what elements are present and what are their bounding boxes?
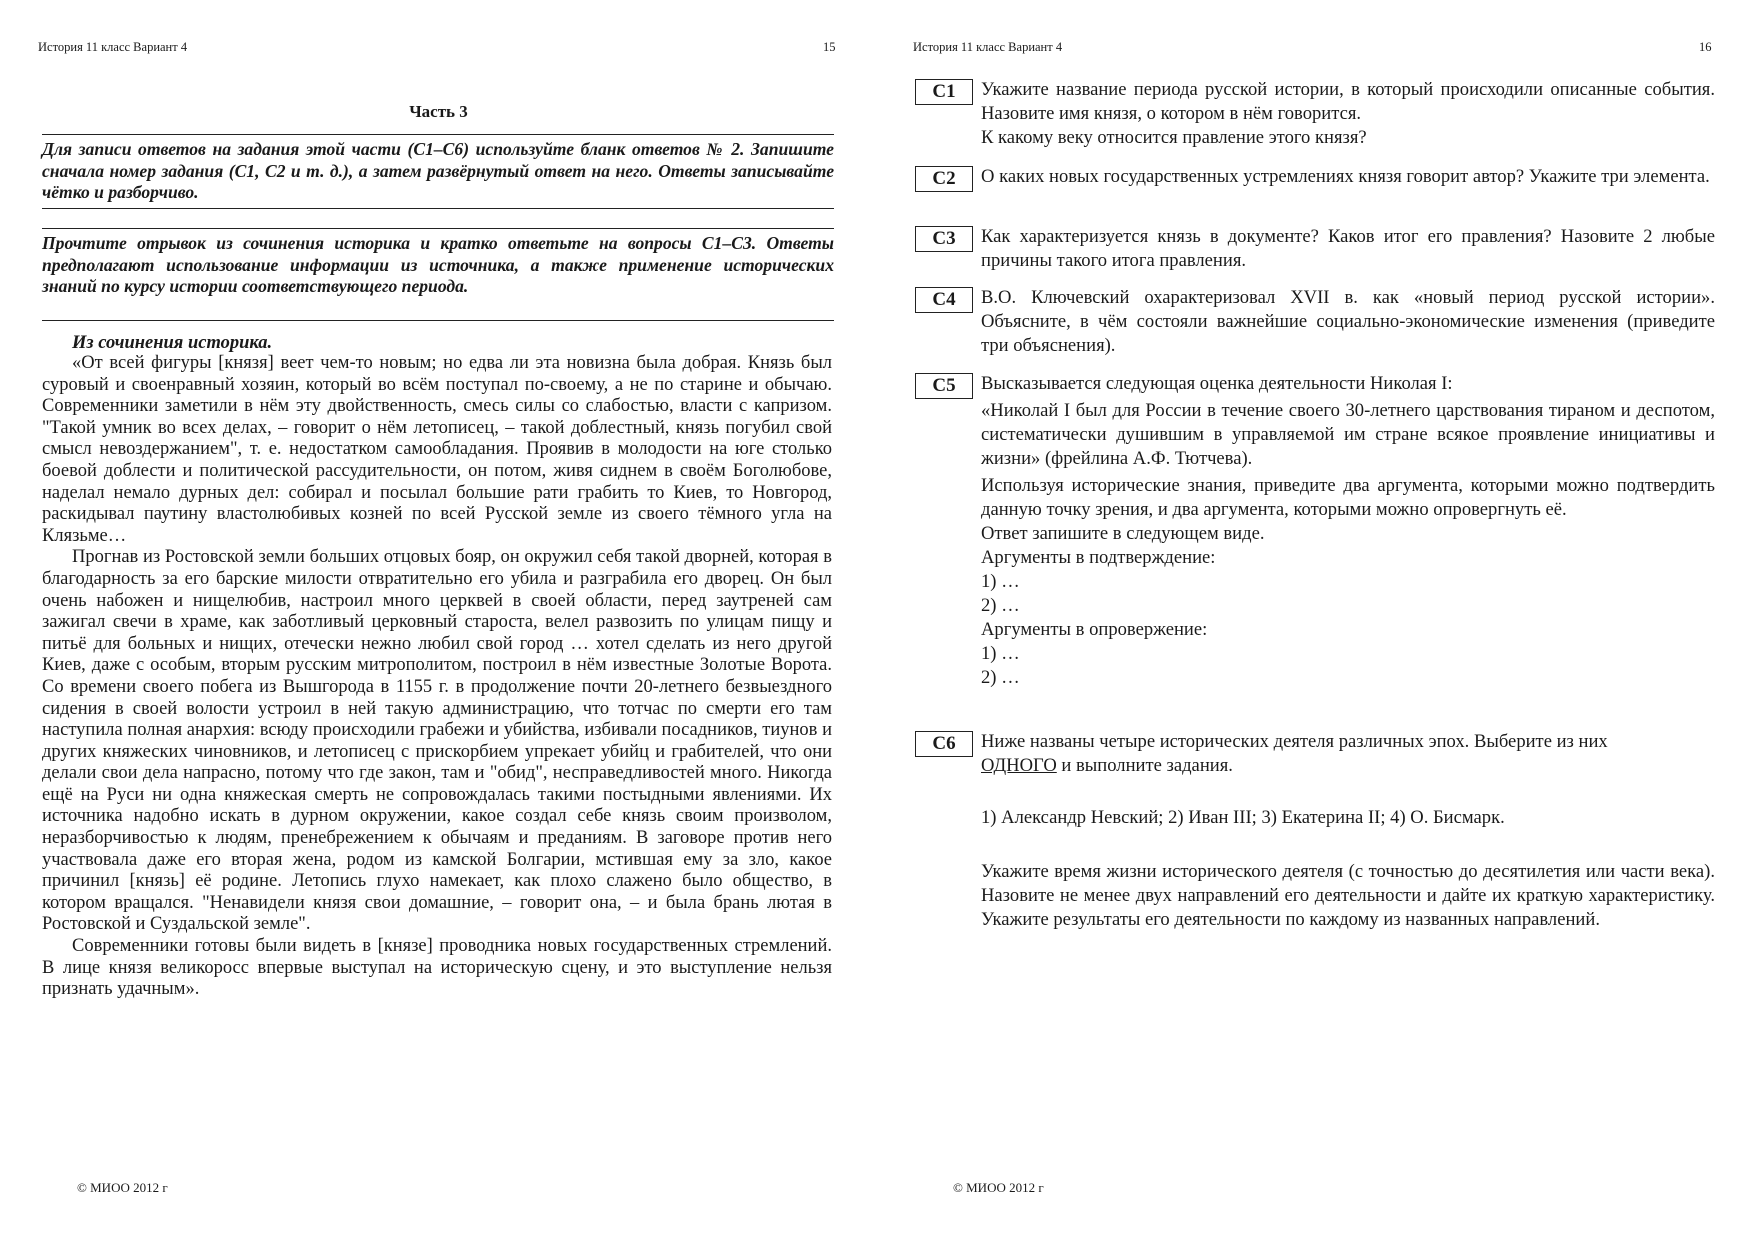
header-title: История 11 класс Вариант 4	[38, 40, 188, 54]
divider	[42, 228, 834, 229]
question-label: С3	[915, 226, 973, 252]
divider	[42, 134, 834, 135]
question-task: Укажите время жизни исторического деятеля (с точностью до десятилетия или части века). Назовите не менее двух направлений его деятельности и дайте их краткую характеристику. Укажите результаты его деятельности по каждому из названных направлений.	[981, 861, 1715, 930]
paragraph: Современники готовы были видеть в [князе] проводника новых государственных стремлений. В лице князя великоросс впервые выступал на историческую сцену, и это выступление нельзя признать удачным».	[42, 936, 832, 1000]
question-text: Как характеризуется князь в документе? Каков итог его правления? Назовите 2 любые причины такого итога правления.	[981, 226, 1715, 271]
question-label: С2	[915, 166, 973, 192]
divider	[42, 320, 834, 321]
page-number: 16	[1699, 40, 1712, 54]
page-number: 15	[823, 40, 836, 54]
divider	[42, 208, 834, 209]
footer-copyright: © МИОО 2012 г	[77, 1180, 168, 1195]
question-label: С1	[915, 79, 973, 105]
question-text: О каких новых государственных устремлениях князя говорит автор? Укажите три элемента.	[981, 166, 1710, 187]
question-label: С6	[915, 731, 973, 757]
question-text: В.О. Ключевский охарактеризовал XVII в. как «новый период русской истории». Объясните, в чём состояли важнейшие социально-экономические изменения (приведите три объяснения).	[981, 287, 1715, 356]
right-page	[877, 0, 1754, 1239]
part-title: Часть 3	[409, 102, 468, 121]
question-intro: Ниже названы четыре исторических деятеля различных эпох. Выберите из них ОДНОГО и выполните задания.	[981, 731, 1608, 776]
answer-instruction: Для записи ответов на задания этой части (С1–С6) используйте бланк ответов № 2. Запишите сначала номер задания (С1, С2 и т. д.), а затем развёрнутый ответ на него. Ответы записывайте чётко и разборчиво.	[42, 139, 834, 202]
historical-figures: 1) Александр Невский; 2) Иван III; 3) Екатерина II; 4) О. Бисмарк.	[981, 807, 1505, 828]
task-instruction: Прочтите отрывок из сочинения историка и кратко ответьте на вопросы С1–С3. Ответы предполагают использование информации из источника, а также применение исторических знаний по курсу истории соответствующего периода.	[42, 233, 834, 296]
question-text: Высказывается следующая оценка деятельности Николая I: «Николай I был для России в течение своего 30-летнего царствования тираном и деспотом, систематически душившим в управляемой им стране всякое проявление инициативы и жизни» (фрейлина А.Ф. Тютчева). Используя исторические знания, приведите два аргумента, которыми можно подтвердить данную точку зрения, и два аргумента, которыми можно опровергнуть её. Ответ запишите в следующем виде. Аргументы в подтверждение: 1) … 2) … Аргументы в опровержение: 1) … 2) …	[981, 373, 1715, 688]
footer-copyright: © МИОО 2012 г	[953, 1180, 1044, 1195]
paragraph: Прогнав из Ростовской земли больших отцовых бояр, он окружил себя такой дворней, которая в благодарность за его барские милости отвратительно его убила и разграбила его дворец. Он был очень набожен и нищелюбив, настроил много церквей в своей области, перед заутреней сам зажигал свечи в храме, как заботливый церковный староста, велел развозить по улицам пищу и питьё для больных и нищих, отечески нежно любил свой город … хотел сделать из него другой Киев, даже с особым, вторым русским митрополитом, построил в нём известные Золотые Ворота. Со времени своего побега из Вышгорода в 1155 г. в продолжение почти 20-летнего безвыездного сидения в своей волости устроил в ней такую администрацию, что тотчас по смерти его там наступила полная анархия: всюду происходили грабежи и убийства, избивали посадников, тиунов и других княжеских чиновников, и летописец с прискорбием упрекает убийц и грабителей, что они делали свои дела напрасно, потому что где закон, там и "обид", несправедливостей много. Никогда ещё на Руси ни одна княжеская смерть не сопровождалась такими постыдными явлениями. Их источника надобно искать в дурном окружении, какое создал себе князь своим произволом, неразборчивостью к людям, пренебрежением к обычаям и преданиям. В заговоре против него участвовала даже его вторая жена, родом из камской Болгарии, мстившая ему за зло, какое причинил [князь] её родине. Летопись глухо намекает, как плохо слажено было общество, в котором вращался. "Ненавидели князя свои домашние, – говорит она, – и была брань лютая в Ростовской и Суздальской земле".	[42, 547, 832, 935]
question-text	[981, 730, 1715, 932]
question-label: С5	[915, 373, 973, 399]
source-text	[42, 353, 832, 1001]
paragraph: «От всей фигуры [князя] веет чем-то новым; но едва ли эта новизна была добрая. Князь был суровый и своенравный хозяин, который во всём поступал по-своему, а не по старине и обычаю. Современники заметили в нём эту двойственность, смесь силы со слабостью, власти с капризом. "Такой умник во всех делах, – говорит о нём летописец, – такой доблестный, князь погубил свой смысл невоздержанием", т. е. недостатком самообладания. Проявив в молодости на юге столько боевой доблести и политической рассудительности, он потом, живя сиднем в своём Боголюбове, наделал немало дурных дел: собирал и посылал большие рати грабить то Киев, то Новгород, раскидывал паутину властолюбивых козней по всей Русской земле из своего тёмного угла на Клязьме…	[42, 353, 832, 546]
source-title: Из сочинения историка.	[72, 333, 273, 353]
question-text: Укажите название периода русской истории, в который происходили описанные события. Назовите имя князя, о котором в нём говорится. К какому веку относится правление этого князя?	[981, 79, 1715, 148]
header-title: История 11 класс Вариант 4	[913, 40, 1063, 54]
question-label: С4	[915, 287, 973, 313]
